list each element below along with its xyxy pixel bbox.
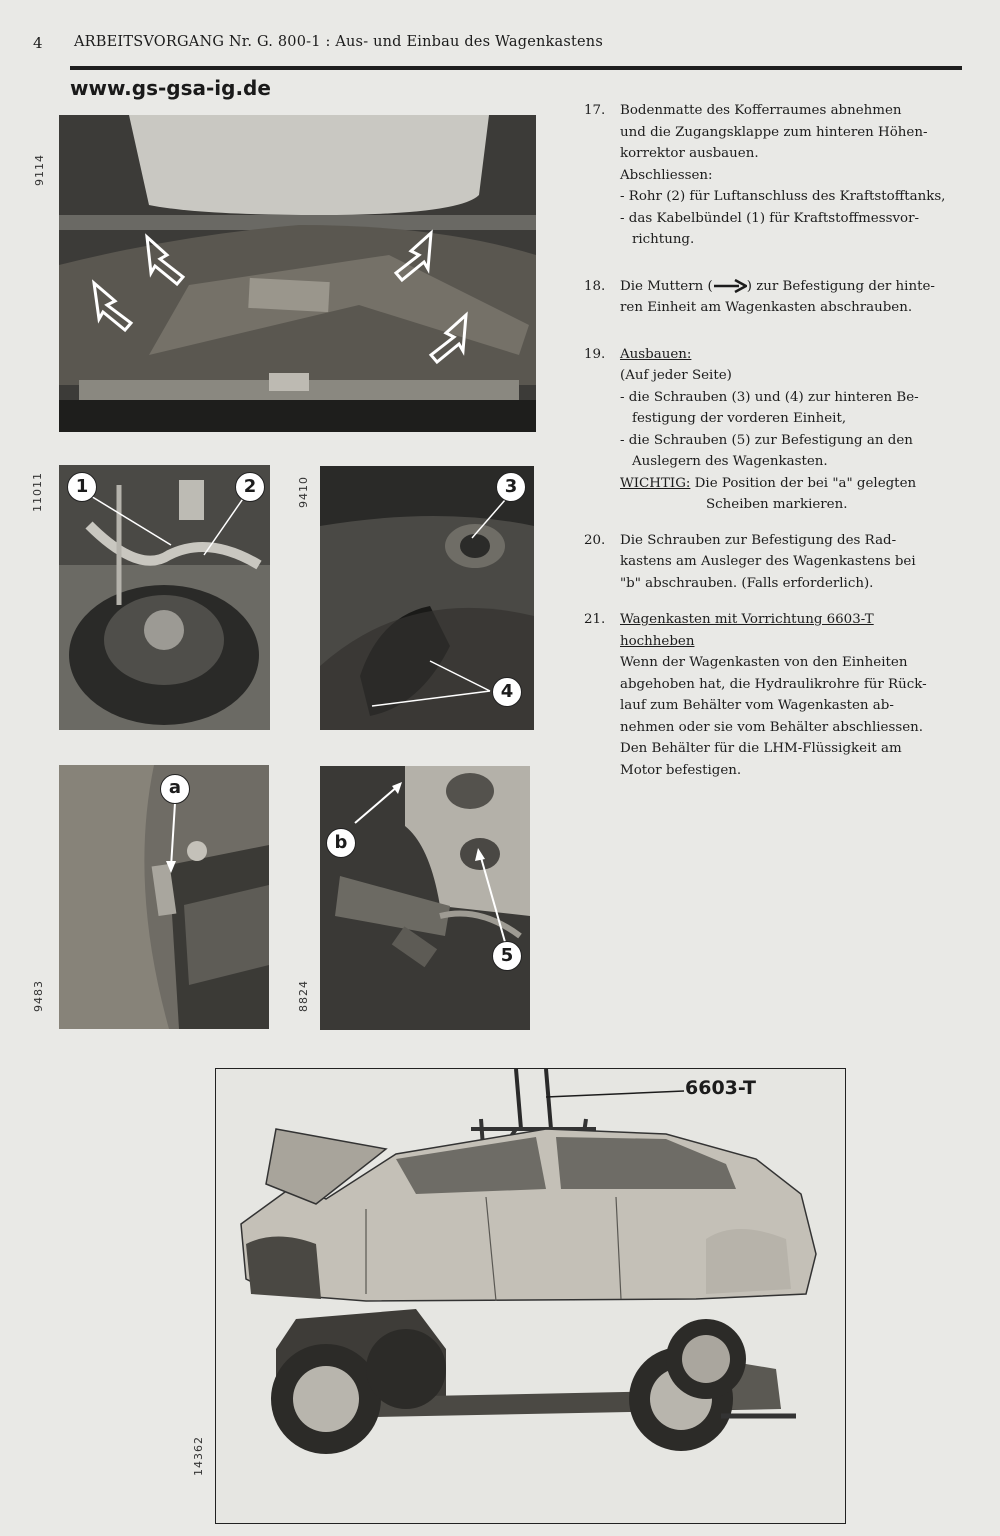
step-text: festigung der vorderen Einheit, — [632, 411, 847, 426]
step-text-part: ) zur Befestigung der hinte- — [746, 278, 935, 294]
instructions — [584, 100, 979, 799]
important-text: Die Position der bei "a" gelegten — [694, 475, 917, 491]
photo-body-lift — [215, 1068, 846, 1524]
important-text: Scheiben markieren. — [706, 497, 848, 512]
step-20 — [584, 530, 979, 595]
photo-ref-screws-3-4: 9410 — [297, 476, 310, 508]
important-note — [620, 473, 979, 495]
step-21 — [584, 609, 979, 781]
website-watermark: www.gs-gsa-ig.de — [70, 76, 271, 100]
step-number: 18. — [584, 278, 606, 294]
important-label: WICHTIG: — [620, 475, 691, 491]
step-text — [620, 276, 979, 298]
photo-screws-3-4 — [320, 466, 534, 730]
step-heading: Ausbauen: — [620, 346, 692, 362]
photo-ref-body-lift: 14362 — [192, 1436, 205, 1476]
step-17 — [584, 100, 979, 251]
photo-washers-a — [59, 765, 269, 1029]
callout-5: 5 — [492, 941, 522, 971]
step-text: "b" abschrauben. (Falls erforderlich). — [620, 575, 874, 591]
step-text: Bodenmatte des Kofferraumes abnehmen — [620, 103, 902, 118]
step-text: ren Einheit am Wagenkasten abschrauben. — [620, 300, 913, 315]
callout-1: 1 — [67, 472, 97, 502]
step-18 — [584, 276, 979, 319]
step-number: 17. — [584, 103, 606, 118]
photo-ref-fuel-tank: 11011 — [31, 472, 44, 512]
photo-trunk — [59, 115, 536, 432]
step-text: Den Behälter für die LHM-Flüssigkeit am — [620, 741, 902, 756]
step-text: - die Schrauben (5) zur Befestigung an den — [620, 432, 913, 448]
callout-b: b — [326, 828, 356, 858]
step-heading: Wagenkasten mit Vorrichtung 6603-T — [620, 612, 874, 627]
photo-ref-washers-a: 9483 — [32, 980, 45, 1012]
step-text: Motor befestigen. — [620, 762, 742, 778]
step-number: 19. — [584, 346, 606, 362]
step-heading: hochheben — [620, 633, 695, 649]
step-19 — [584, 344, 979, 516]
page-number: 4 — [33, 34, 43, 52]
header-rule — [70, 66, 962, 70]
step-text: richtung. — [632, 232, 695, 247]
step-text: Die Schrauben zur Befestigung des Rad- — [620, 532, 897, 548]
photo-ref-screws-b-5: 8824 — [297, 980, 310, 1012]
tool-label-6603-t: 6603-T — [685, 1077, 756, 1099]
step-text: - die Schrauben (3) und (4) zur hinteren Be- — [620, 389, 919, 405]
callout-2: 2 — [235, 472, 265, 502]
photo-fuel-tank — [59, 465, 270, 730]
step-number: 20. — [584, 532, 606, 548]
step-text: Wenn der Wagenkasten von den Einheiten — [620, 655, 908, 670]
step-number: 21. — [584, 612, 606, 627]
photo-screws-b-5 — [320, 766, 530, 1030]
callout-a: a — [160, 774, 190, 804]
step-text: - Rohr (2) für Luftanschluss des Kraftstofftanks, — [620, 189, 946, 204]
step-text: - das Kabelbündel (1) für Kraftstoffmessvor- — [620, 210, 920, 226]
arrow-right-icon — [713, 279, 747, 293]
photo-ref-trunk: 9114 — [33, 154, 46, 186]
step-text-part: Die Muttern ( — [620, 278, 713, 294]
step-text: abgehoben hat, die Hydraulikrohre für Rück- — [620, 676, 927, 692]
step-text: kastens am Ausleger des Wagenkastens bei — [620, 554, 916, 569]
step-text: Auslegern des Wagenkasten. — [632, 454, 828, 469]
step-text: (Auf jeder Seite) — [620, 368, 732, 383]
step-text: Abschliessen: — [620, 167, 713, 183]
step-text: nehmen oder sie vom Behälter abschliessen. — [620, 719, 924, 735]
page-title: ARBEITSVORGANG Nr. G. 800-1 : Aus- und Einbau des Wagenkastens — [74, 34, 603, 50]
step-text: und die Zugangsklappe zum hinteren Höhen- — [620, 124, 928, 140]
step-text: lauf zum Behälter vom Wagenkasten ab- — [620, 698, 894, 713]
step-text: korrektor ausbauen. — [620, 146, 759, 161]
callout-4: 4 — [492, 677, 522, 707]
callout-3: 3 — [496, 472, 526, 502]
